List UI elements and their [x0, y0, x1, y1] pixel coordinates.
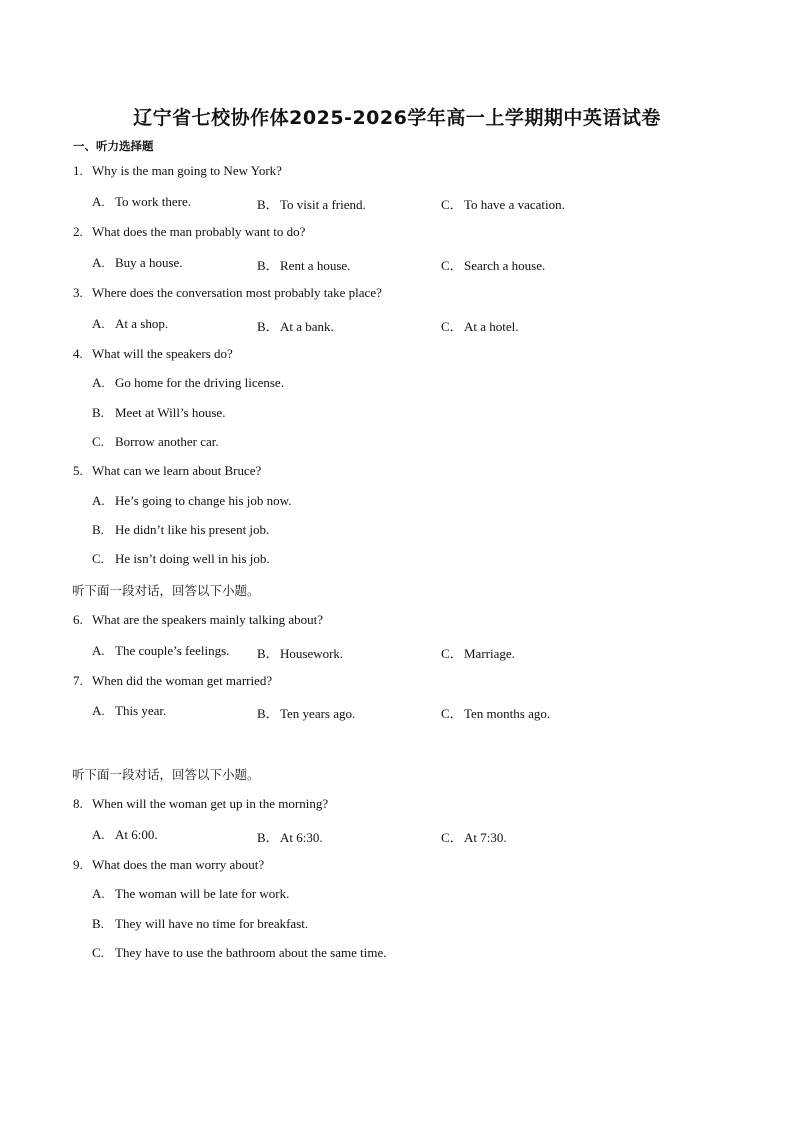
option-c: C．At a hotel. — [441, 319, 519, 334]
option-b: B．Housework. — [257, 646, 344, 661]
option-c: C．Search a house. — [441, 258, 546, 273]
option-b: B．Rent a house. — [257, 258, 351, 273]
page-title: 辽宁省七校协作体2025-2026学年高一上学期期中英语试卷 — [133, 107, 661, 129]
question-3 — [73, 285, 382, 301]
question-number: 4. — [73, 346, 83, 361]
option-a: A. The couple’s feelings. — [92, 643, 230, 658]
instruction-text: 听下面一段对话，回答以下小题。 — [72, 583, 260, 598]
question-number: 3. — [73, 285, 83, 300]
option-c: C. He isn’t doing well in his job. — [92, 551, 270, 566]
question-text: What does the man probably want to do? — [92, 224, 306, 239]
option-a: A. The woman will be late for work. — [92, 886, 290, 901]
option-c: C. Borrow another car. — [92, 434, 219, 449]
option-a: A. Go home for the driving license. — [92, 375, 284, 390]
question-number: 2. — [73, 224, 83, 239]
option-b: B. Meet at Will’s house. — [92, 405, 226, 420]
option-c: C. They have to use the bathroom about the same time. — [92, 945, 387, 960]
option-c: C．Marriage. — [441, 646, 515, 661]
question-7 — [73, 673, 272, 689]
question-6 — [73, 612, 323, 628]
option-b: B. He didn’t like his present job. — [92, 522, 270, 537]
option-a: A. At 6:00. — [92, 827, 158, 842]
option-a: A. This year. — [92, 703, 167, 718]
question-number: 8. — [73, 796, 83, 811]
question-text: What will the speakers do? — [92, 346, 233, 361]
question-5 — [73, 463, 261, 479]
question-4 — [73, 346, 233, 362]
question-number: 1. — [73, 163, 83, 178]
question-8 — [73, 796, 328, 812]
option-b: B．Ten years ago. — [257, 706, 356, 721]
question-text: What are the speakers mainly talking about? — [92, 612, 324, 627]
question-1 — [73, 163, 282, 179]
option-a: A. To work there. — [92, 194, 191, 209]
question-text: Where does the conversation most probably take place? — [92, 285, 382, 300]
question-text: What can we learn about Bruce? — [92, 463, 262, 478]
question-number: 7. — [73, 673, 83, 688]
option-b: B．To visit a friend. — [257, 197, 366, 212]
option-a: A. At a shop. — [92, 316, 169, 331]
option-b: B. They will have no time for breakfast. — [92, 916, 309, 931]
question-text: What does the man worry about? — [92, 857, 265, 872]
question-text: When did the woman get married? — [92, 673, 273, 688]
option-a: A. He’s going to change his job now. — [92, 493, 292, 508]
section-title: 一、听力选择题 — [73, 139, 154, 153]
question-text: Why is the man going to New York? — [92, 163, 282, 178]
question-number: 9. — [73, 857, 83, 872]
question-9 — [73, 857, 264, 873]
option-c: C．At 7:30. — [441, 830, 507, 845]
question-number: 6. — [73, 612, 83, 627]
option-c: C．To have a vacation. — [441, 197, 565, 212]
question-number: 5. — [73, 463, 83, 478]
option-a: A. Buy a house. — [92, 255, 183, 270]
instruction-text: 听下面一段对话，回答以下小题。 — [72, 767, 260, 782]
question-text: When will the woman get up in the morning? — [92, 796, 329, 811]
question-2 — [73, 224, 305, 240]
option-b: B．At a bank. — [257, 319, 334, 334]
option-c: C．Ten months ago. — [441, 706, 551, 721]
option-b: B．At 6:30. — [257, 830, 323, 845]
